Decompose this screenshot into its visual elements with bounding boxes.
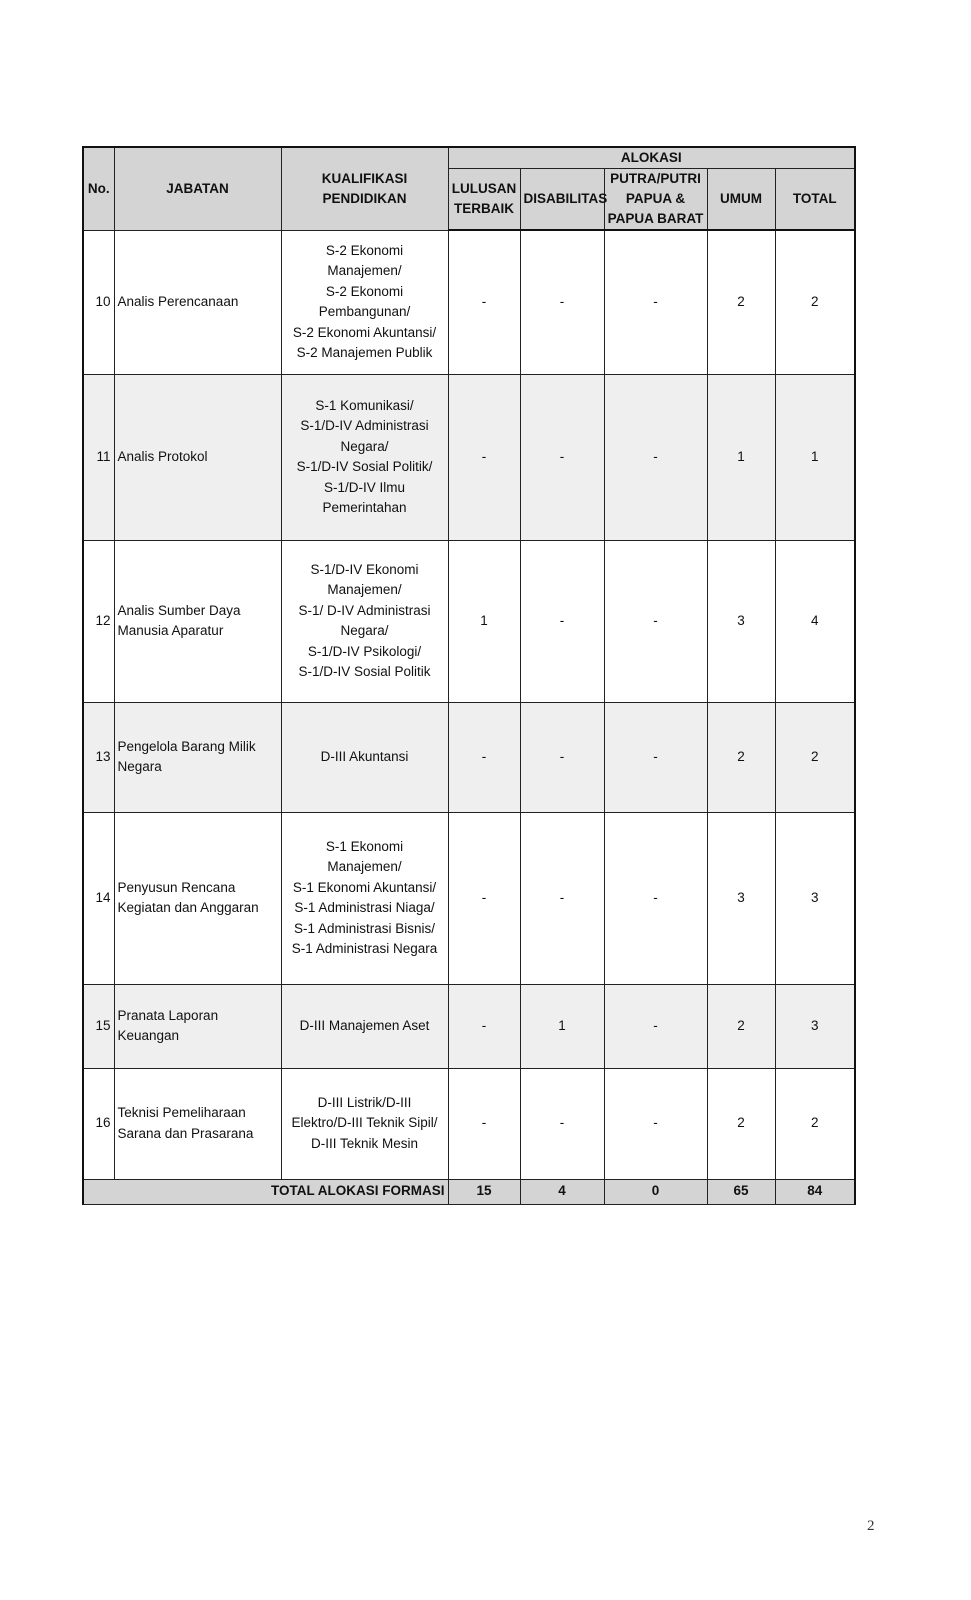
header-kualifikasi-line: KUALIFIKASI [321,170,408,186]
table-footer [83,1179,855,1204]
header-lulusan-line: LULUSAN [451,181,517,196]
kualifikasi-cell [281,1068,448,1179]
table-row [83,1068,855,1179]
jabatan-line: Kegiatan dan Anggaran [117,900,259,915]
disabilitas-cell: - [520,1068,604,1179]
jabatan-cell [114,1068,281,1179]
lulusan-terbaik-cell: - [448,984,520,1068]
table-row [83,230,855,374]
row-number: 11 [83,374,114,540]
lulusan-terbaik-cell: 1 [448,540,520,702]
kualifikasi-line: Pemerintahan [322,500,407,515]
jabatan-cell [114,540,281,702]
total-cell: 4 [775,540,855,702]
header-lulusan-terbaik [448,169,520,231]
total-label: TOTAL ALOKASI FORMASI [83,1179,448,1204]
jabatan-cell [114,374,281,540]
kualifikasi-line: S-1/D-IV Sosial Politik/ [296,459,433,474]
header-total: TOTAL [775,169,855,231]
kualifikasi-line: S-1 Komunikasi/ [315,397,414,413]
jabatan-cell [114,702,281,812]
kualifikasi-line: S-1 Administrasi Negara [291,941,438,956]
kualifikasi-line: Manajemen/ [327,859,402,874]
umum-cell: 2 [707,230,775,374]
jabatan-line: Manusia Aparatur [117,623,224,638]
umum-cell: 2 [707,1068,775,1179]
table-body [83,230,855,1179]
jabatan-line: Pengelola Barang Milik [117,738,256,754]
row-number: 14 [83,812,114,984]
putra-putri-cell: - [604,1068,707,1179]
jabatan-line: Teknisi Pemeliharaan [117,1105,246,1120]
umum-cell: 3 [707,540,775,702]
kualifikasi-line: S-2 Ekonomi [325,242,404,258]
kualifikasi-line: S-2 Manajemen Publik [296,345,433,360]
kualifikasi-line: S-1 Administrasi Niaga/ [294,900,435,915]
total-cell: 3 [775,812,855,984]
row-number: 10 [83,230,114,374]
umum-cell: 3 [707,812,775,984]
formasi-table [82,146,856,1205]
kualifikasi-cell [281,702,448,812]
jabatan-line: Sarana dan Prasarana [117,1125,254,1141]
kualifikasi-line: Negara/ [340,623,389,638]
kualifikasi-cell [281,540,448,702]
disabilitas-cell: - [520,702,604,812]
total-total: 84 [775,1179,855,1204]
total-cell: 1 [775,374,855,540]
umum-cell: 2 [707,702,775,812]
row-number: 16 [83,1068,114,1179]
total-cell: 2 [775,1068,855,1179]
putra-putri-cell: - [604,230,707,374]
row-number: 12 [83,540,114,702]
header-putra-putri-line: PUTRA/PUTRI [610,171,701,186]
kualifikasi-line: Manajemen/ [327,582,402,597]
lulusan-terbaik-cell: - [448,1068,520,1179]
kualifikasi-line: S-1/D-IV Administrasi [300,418,429,433]
header-lulusan-line: TERBAIK [454,201,514,216]
kualifikasi-line: Pembangunan/ [318,304,411,319]
lulusan-terbaik-cell: - [448,230,520,374]
total-putra-putri: 0 [604,1179,707,1204]
jabatan-line: Analis Perencanaan [117,293,239,309]
header-kualifikasi-line: PENDIDIKAN [322,190,407,206]
kualifikasi-line: S-1/D-IV Ilmu [323,479,405,495]
kualifikasi-line: D-III Listrik/D-III [317,1094,412,1110]
header-kualifikasi [281,147,448,230]
kualifikasi-line: S-1/D-IV Psikologi/ [307,643,422,659]
disabilitas-cell: - [520,230,604,374]
header-alokasi: ALOKASI [448,147,855,169]
putra-putri-cell: - [604,702,707,812]
kualifikasi-line: Elektro/D-III Teknik Sipil/ [291,1115,438,1131]
table-row [83,702,855,812]
jabatan-line: Pranata Laporan [117,1007,219,1023]
header-jabatan: JABATAN [114,147,281,230]
disabilitas-cell: 1 [520,984,604,1068]
total-cell: 2 [775,230,855,374]
total-cell: 3 [775,984,855,1068]
umum-cell: 2 [707,984,775,1068]
kualifikasi-cell [281,374,448,540]
jabatan-cell [114,812,281,984]
table-header [83,147,855,230]
umum-cell: 1 [707,374,775,540]
kualifikasi-cell [281,984,448,1068]
table-row [83,984,855,1068]
kualifikasi-line: S-2 Ekonomi [325,283,404,299]
kualifikasi-line: Negara/ [340,438,389,454]
putra-putri-cell: - [604,374,707,540]
kualifikasi-cell [281,812,448,984]
disabilitas-cell: - [520,374,604,540]
total-umum: 65 [707,1179,775,1204]
kualifikasi-line: D-III Teknik Mesin [310,1135,419,1151]
lulusan-terbaik-cell: - [448,374,520,540]
total-lulusan-terbaik: 15 [448,1179,520,1204]
header-disabilitas: DISABILITAS [520,169,604,231]
disabilitas-cell: - [520,540,604,702]
table-row [83,374,855,540]
header-putra-putri-line: PAPUA & [625,191,686,206]
kualifikasi-line: S-1 Administrasi Bisnis/ [293,920,436,936]
jabatan-line: Analis Sumber Daya [117,602,241,618]
header-umum: UMUM [707,169,775,231]
header-putra-putri [604,169,707,231]
table-row [83,540,855,702]
jabatan-line: Analis Protokol [117,448,208,464]
row-number: 13 [83,702,114,812]
putra-putri-cell: - [604,984,707,1068]
disabilitas-cell: - [520,812,604,984]
jabatan-cell [114,230,281,374]
putra-putri-cell: - [604,540,707,702]
kualifikasi-line: S-1 Ekonomi [325,838,404,854]
jabatan-line: Keuangan [117,1028,180,1043]
kualifikasi-line: D-III Akuntansi [320,748,409,764]
kualifikasi-line: S-2 Ekonomi Akuntansi/ [292,324,437,340]
putra-putri-cell: - [604,812,707,984]
page-number: 2 [867,1518,875,1534]
kualifikasi-line: Manajemen/ [327,263,402,278]
lulusan-terbaik-cell: - [448,812,520,984]
row-number: 15 [83,984,114,1068]
lulusan-terbaik-cell: - [448,702,520,812]
total-row [83,1179,855,1204]
kualifikasi-cell [281,230,448,374]
total-cell: 2 [775,702,855,812]
table-row [83,812,855,984]
jabatan-line: Negara [117,759,162,774]
kualifikasi-line: D-III Manajemen Aset [299,1017,430,1033]
kualifikasi-line: S-1/D-IV Sosial Politik [298,664,431,679]
kualifikasi-line: S-1/D-IV Ekonomi [310,561,419,577]
jabatan-cell [114,984,281,1068]
header-no: No. [83,147,114,230]
total-disabilitas: 4 [520,1179,604,1204]
header-putra-putri-line: PAPUA BARAT [607,211,704,226]
kualifikasi-line: S-1 Ekonomi Akuntansi/ [292,879,437,895]
jabatan-line: Penyusun Rencana [117,879,236,895]
kualifikasi-line: S-1/ D-IV Administrasi [298,602,431,618]
